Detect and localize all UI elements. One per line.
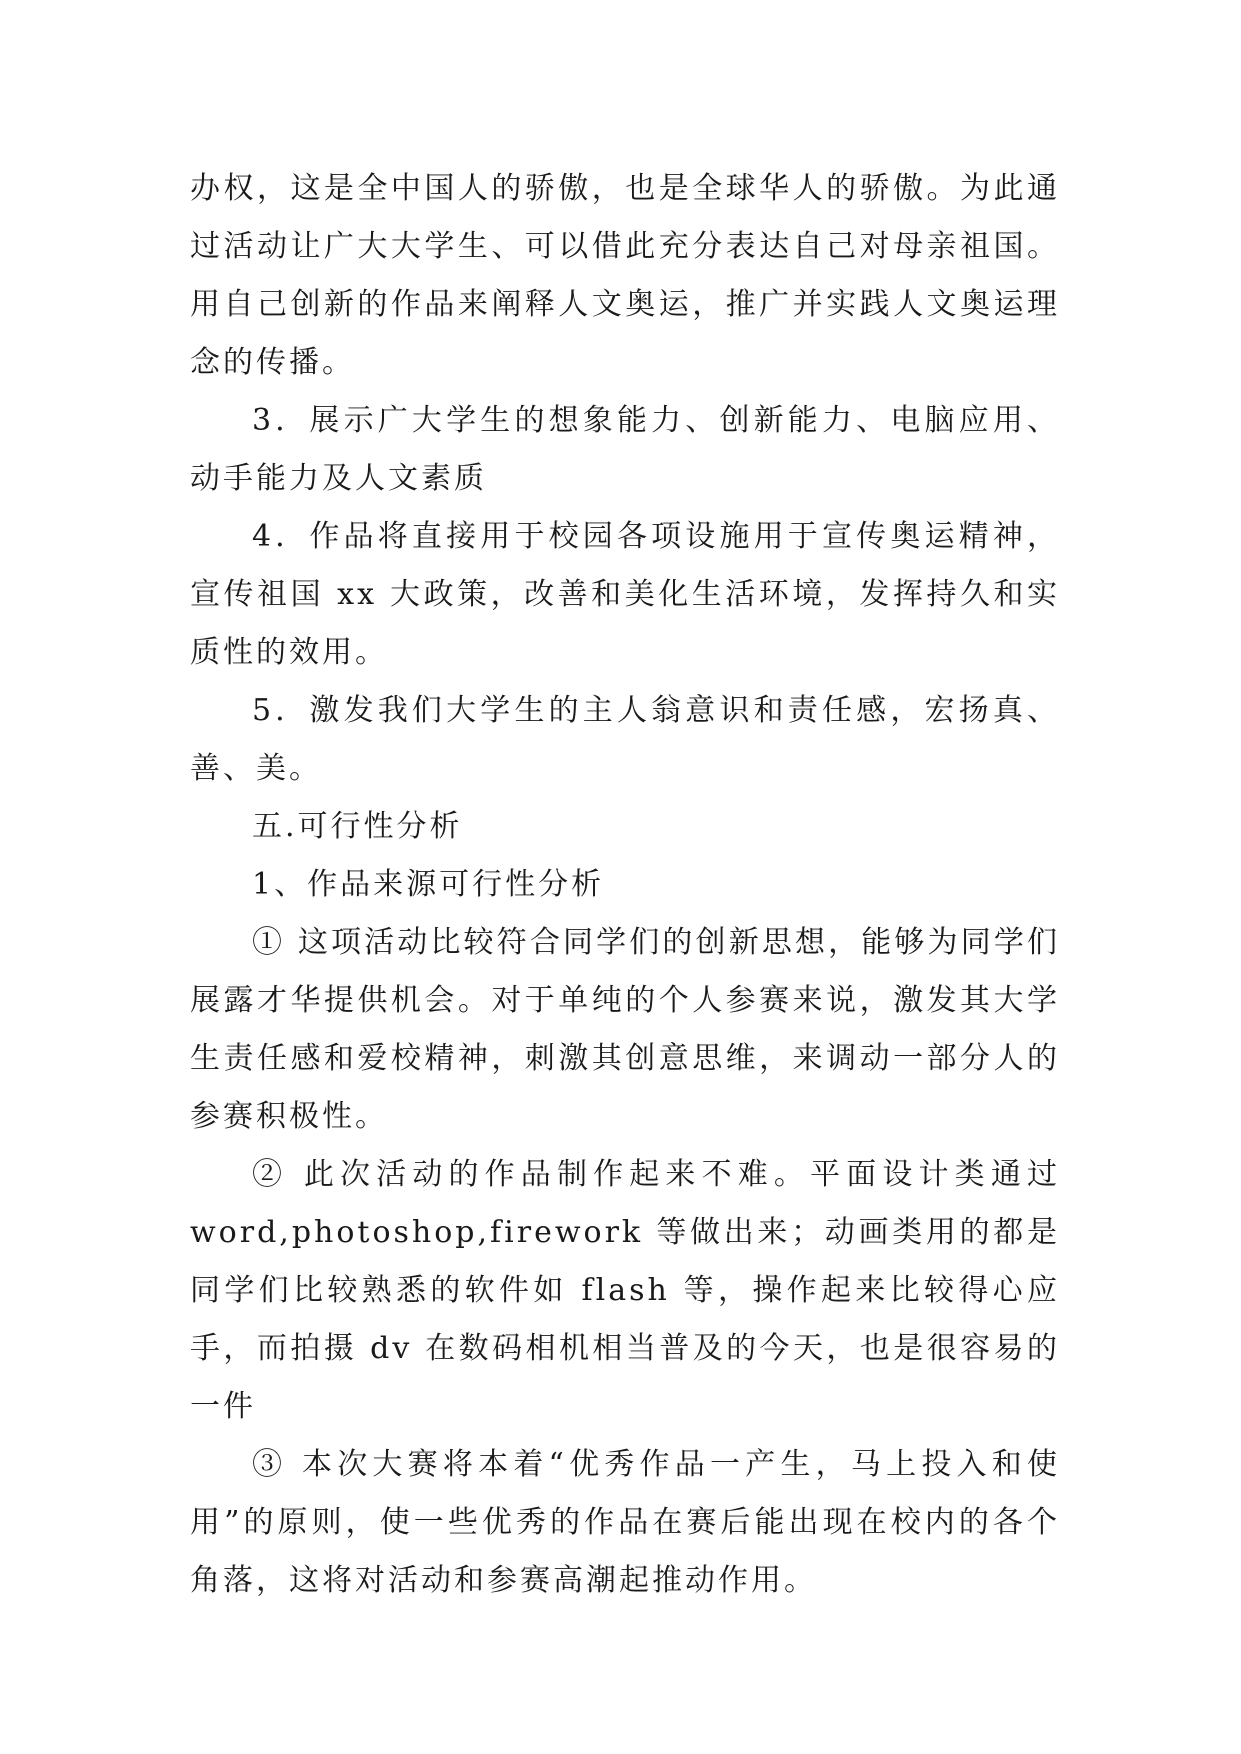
paragraph-point-3: ③ 本次大赛将本着“优秀作品一产生，马上投入和使用”的原则，使一些优秀的作品在赛后能出现在校内的各个角落，这将对活动和参赛高潮起推动作用。 — [190, 1447, 1060, 1598]
paragraph-item-5: 5．激发我们大学生的主人翁意识和责任感，宏扬真、善、美。 — [190, 693, 1060, 786]
paragraph-point-1: ① 这项活动比较符合同学们的创新思想，能够为同学们展露才华提供机会。对于单纯的个人参赛来说，激发其大学生责任感和爱校精神，刺激其创意思维，来调动一部分人的参赛积极性。 — [190, 925, 1060, 1134]
subsection-heading-source: 1、作品来源可行性分析 — [252, 867, 605, 902]
paragraph-intro-continuation: 办权，这是全中国人的骄傲，也是全球华人的骄傲。为此通过活动让广大大学生、可以借此充分表达自己对母亲祖国。用自己创新的作品来阐释人文奥运，推广并实践人文奥运理念的传播。 — [190, 171, 1060, 380]
section-heading-feasibility: 五.可行性分析 — [252, 809, 463, 844]
document-body — [190, 160, 1060, 1610]
paragraph-item-3: 3．展示广大学生的想象能力、创新能力、电脑应用、动手能力及人文素质 — [190, 403, 1060, 496]
paragraph-point-2: ② 此次活动的作品制作起来不难。平面设计类通过word,photoshop,firework 等做出来；动画类用的都是同学们比较熟悉的软件如 flash 等，操作起来比较得心应手，而拍摄 dv 在数码相机相当普及的今天，也是很容易的一件 — [190, 1157, 1060, 1424]
paragraph-item-4: 4．作品将直接用于校园各项设施用于宣传奥运精神，宣传祖国 xx 大政策，改善和美化生活环境，发挥持久和实质性的效用。 — [190, 519, 1060, 670]
